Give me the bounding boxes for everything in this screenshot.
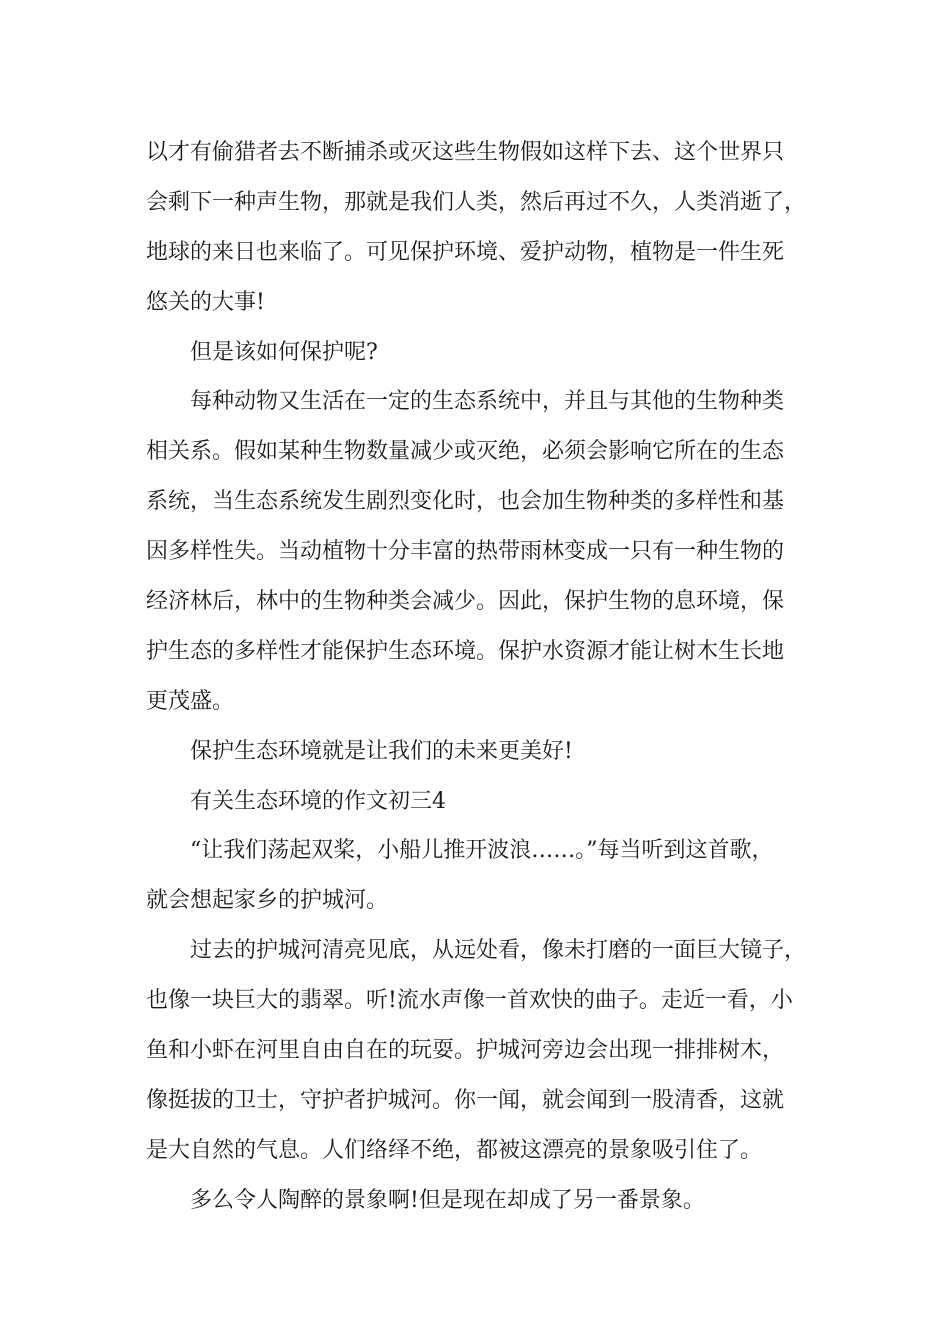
section-heading: 有关生态环境的作文初三4 [190,788,446,814]
text-line: 像挺拔的卫士，守护者护城河。你一闻，就会闻到一股清香，这就 [146,1087,785,1113]
text-line: 每种动物又生活在一定的生态系统中，并且与其他的生物种类 [190,389,785,415]
text-line: “让我们荡起双桨，小船儿推开波浪……。”每当听到这首歌， [190,838,774,864]
text-line: 悠关的大事! [146,289,265,315]
text-line: 因多样性失。当动植物十分丰富的热带雨林变成一只有一种生物的 [146,539,785,565]
text-line: 保护生态环境就是让我们的未来更美好! [190,738,573,764]
text-line: 过去的护城河清亮见底，从远处看，像未打磨的一面巨大镜子， [190,938,807,964]
text-line: 地球的来日也来临了。可见保护环境、爱护动物，植物是一件生死 [146,239,785,265]
text-line: 是大自然的气息。人们络绎不绝，都被这漂亮的景象吸引住了。 [146,1137,763,1163]
text-line: 但是该如何保护呢? [190,339,378,365]
text-line: 更茂盛。 [146,688,235,714]
text-line: 鱼和小虾在河里自由自在的玩耍。护城河旁边会出现一排排树木， [146,1038,785,1064]
text-line: 系统，当生态系统发生剧烈变化时，也会加生物种类的多样性和基 [146,489,785,515]
text-line: 护生态的多样性才能保护生态环境。保护水资源才能让树木生长地 [146,638,785,664]
text-line: 以才有偷猎者去不断捕杀或灭这些生物假如这样下去、这个世界只 [146,140,785,165]
text-line: 相关系。假如某种生物数量减少或灭绝，必须会影响它所在的生态 [146,439,785,465]
text-line: 会剩下一种声生物，那就是我们人类，然后再过不久，人类消逝了， [146,189,807,215]
text-line: 也像一块巨大的翡翠。听!流水声像一首欢快的曲子。走近一看，小 [146,988,793,1014]
text-line: 就会想起家乡的护城河。 [146,888,389,914]
document-body [146,128,836,1226]
text-line: 经济林后，林中的生物种类会减少。因此，保护生物的息环境，保 [146,589,785,615]
text-line: 多么令人陶醉的景象啊!但是现在却成了另一番景象。 [190,1187,705,1213]
